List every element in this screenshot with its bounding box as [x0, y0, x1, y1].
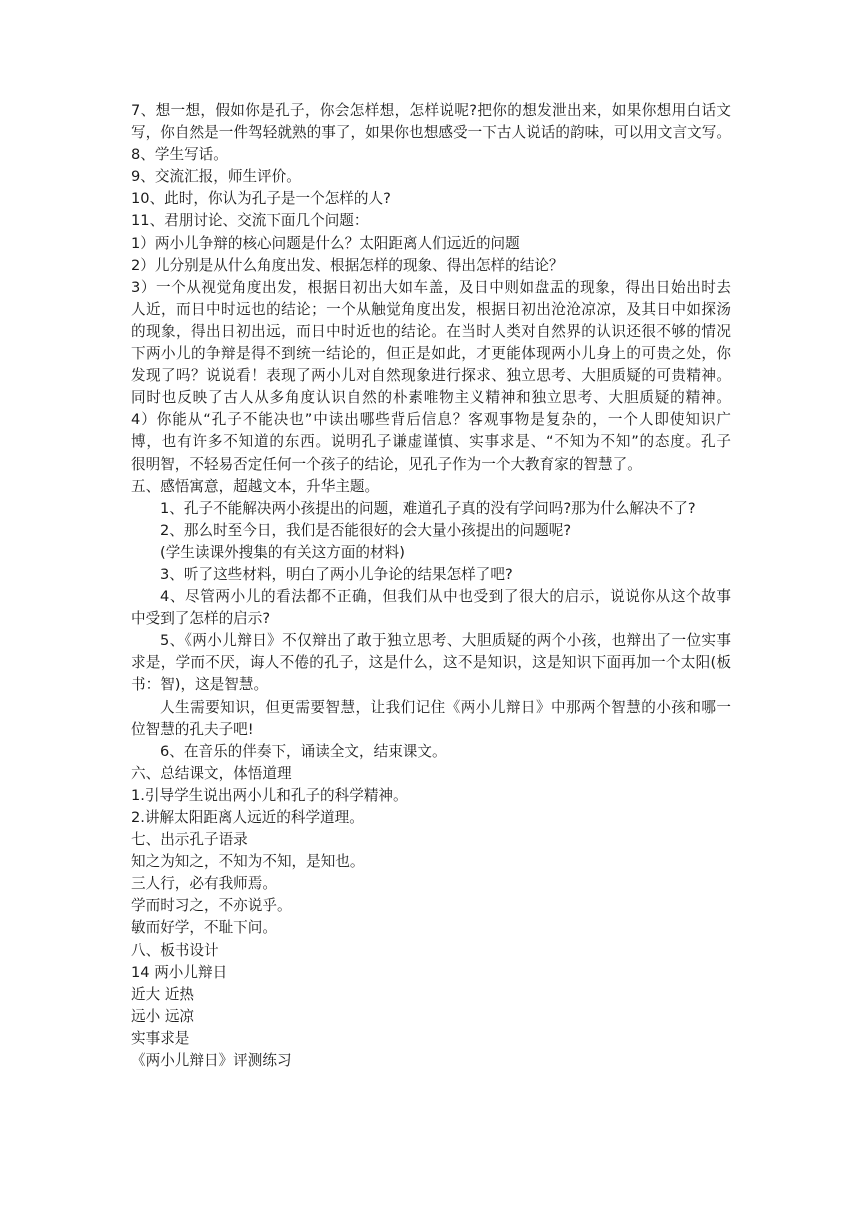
text-line: 人近，而日中时远也的结论；一个从触觉角度出发，根据日初出沧沧凉凉，及其日中如探汤: [131, 300, 731, 318]
text-line: 1）两小儿争辩的核心问题是什么？太阳距离人们远近的问题: [131, 234, 520, 252]
text-line: 知之为知之，不知为不知，是知也。: [131, 853, 365, 871]
text-line: 书：智)，这是智慧。: [131, 676, 269, 694]
text-line: 1、孔子不能解决两小孩提出的问题，难道孔子真的没有学问吗?那为什么解决不了?: [160, 499, 696, 517]
document-page: [131, 100, 731, 1072]
text-line: 10、此时，你认为孔子是一个怎样的人?: [131, 190, 391, 208]
text-line: 下两小儿的争辩是得不到统一结论的，但正是如此，才更能体现两小儿身上的可贵之处，你: [131, 345, 731, 363]
text-line: 六、总结课文，体悟道理: [131, 764, 292, 782]
text-line: 6、在音乐的伴奏下，诵读全文，结束课文。: [160, 742, 447, 760]
text-line: 《两小儿辩日》评测练习: [131, 1052, 292, 1070]
text-line: 2）儿分别是从什么角度出发、根据怎样的现象、得出怎样的结论？: [131, 256, 564, 274]
text-line: 8、学生写话。: [131, 146, 228, 164]
text-line: 同时也反映了古人从多角度认识自然的朴素唯物主义精神和独立思考、大胆质疑的精神。: [131, 389, 731, 407]
text-line: 五、感悟寓意，超越文本，升华主题。: [131, 477, 380, 495]
text-line: 近大 近热: [131, 985, 195, 1003]
text-line: 求是，学而不厌，诲人不倦的孔子，这是什么，这不是知识，这是知识下面再加一个太阳(板: [131, 654, 731, 672]
text-line: 2.讲解太阳距离人远近的科学道理。: [131, 809, 364, 826]
text-line: 敏而好学，不耻下问。: [131, 919, 277, 937]
text-line: 学而时习之，不亦说乎。: [131, 897, 292, 915]
text-line: 1.引导学生说出两小儿和孔子的科学精神。: [131, 786, 408, 804]
text-line: 3）一个从视觉角度出发，根据日初出大如车盖，及日中则如盘盂的现象，得出日始出时去: [131, 278, 731, 296]
text-line: 发现了吗？说说看！表现了两小儿对自然现象进行探求、独立思考、大胆质疑的可贵精神。: [131, 367, 731, 385]
text-line: 很明智，不轻易否定任何一个孩子的结论，见孔子作为一个大教育家的智慧了。: [131, 455, 642, 473]
text-line: 4、尽管两小儿的看法都不正确，但我们从中也受到了很大的启示，说说你从这个故事: [160, 588, 731, 606]
text-line: 5、《两小儿辩日》不仅辩出了敢于独立思考、大胆质疑的两个小孩，也辩出了一位实事: [160, 632, 731, 650]
text-line: 位智慧的孔夫子吧!: [131, 720, 254, 738]
text-line: (学生读课外搜集的有关这方面的材料): [160, 543, 405, 561]
text-line: 三人行，必有我师焉。: [131, 875, 277, 893]
text-line: 远小 远凉: [131, 1007, 195, 1025]
text-line: 的现象，得出日初出远，而日中时近也的结论。在当时人类对自然界的认识还很不够的情况: [131, 322, 731, 340]
text-line: 2、那么时至今日，我们是否能很好的会大量小孩提出的问题呢?: [160, 521, 572, 539]
text-line: 中受到了怎样的启示?: [131, 610, 271, 628]
text-line: 7、想一想，假如你是孔子，你会怎样想，怎样说呢?把你的想发泄出来，如果你想用白话文: [131, 102, 731, 119]
text-line: 写，你自然是一件驾轻就熟的事了，如果你也想感受一下古人说话的韵味，可以用文言文写。: [131, 124, 731, 142]
text-line: 博，也有许多不知道的东西。说明孔子谦虚谨慎、实事求是、“不知为不知”的态度。孔子: [131, 433, 731, 451]
text-line: 3、听了这些材料，明白了两小儿争论的结果怎样了吧?: [160, 565, 513, 583]
text-line: 9、交流汇报，师生评价。: [131, 168, 301, 186]
text-line: 人生需要知识，但更需要智慧，让我们记住《两小儿辩日》中那两个智慧的小孩和哪一: [160, 698, 731, 716]
text-line: 实事求是: [131, 1029, 190, 1047]
text-line: 七、出示孔子语录: [131, 831, 248, 849]
text-line: 八、板书设计: [131, 941, 219, 959]
text-line: 4）你能从“孔子不能决也”中读出哪些背后信息？客观事物是复杂的，一个人即使知识广: [131, 411, 731, 429]
text-line: 11、君朋讨论、交流下面几个问题：: [131, 212, 369, 230]
text-line: 14 两小儿辩日: [131, 963, 228, 981]
